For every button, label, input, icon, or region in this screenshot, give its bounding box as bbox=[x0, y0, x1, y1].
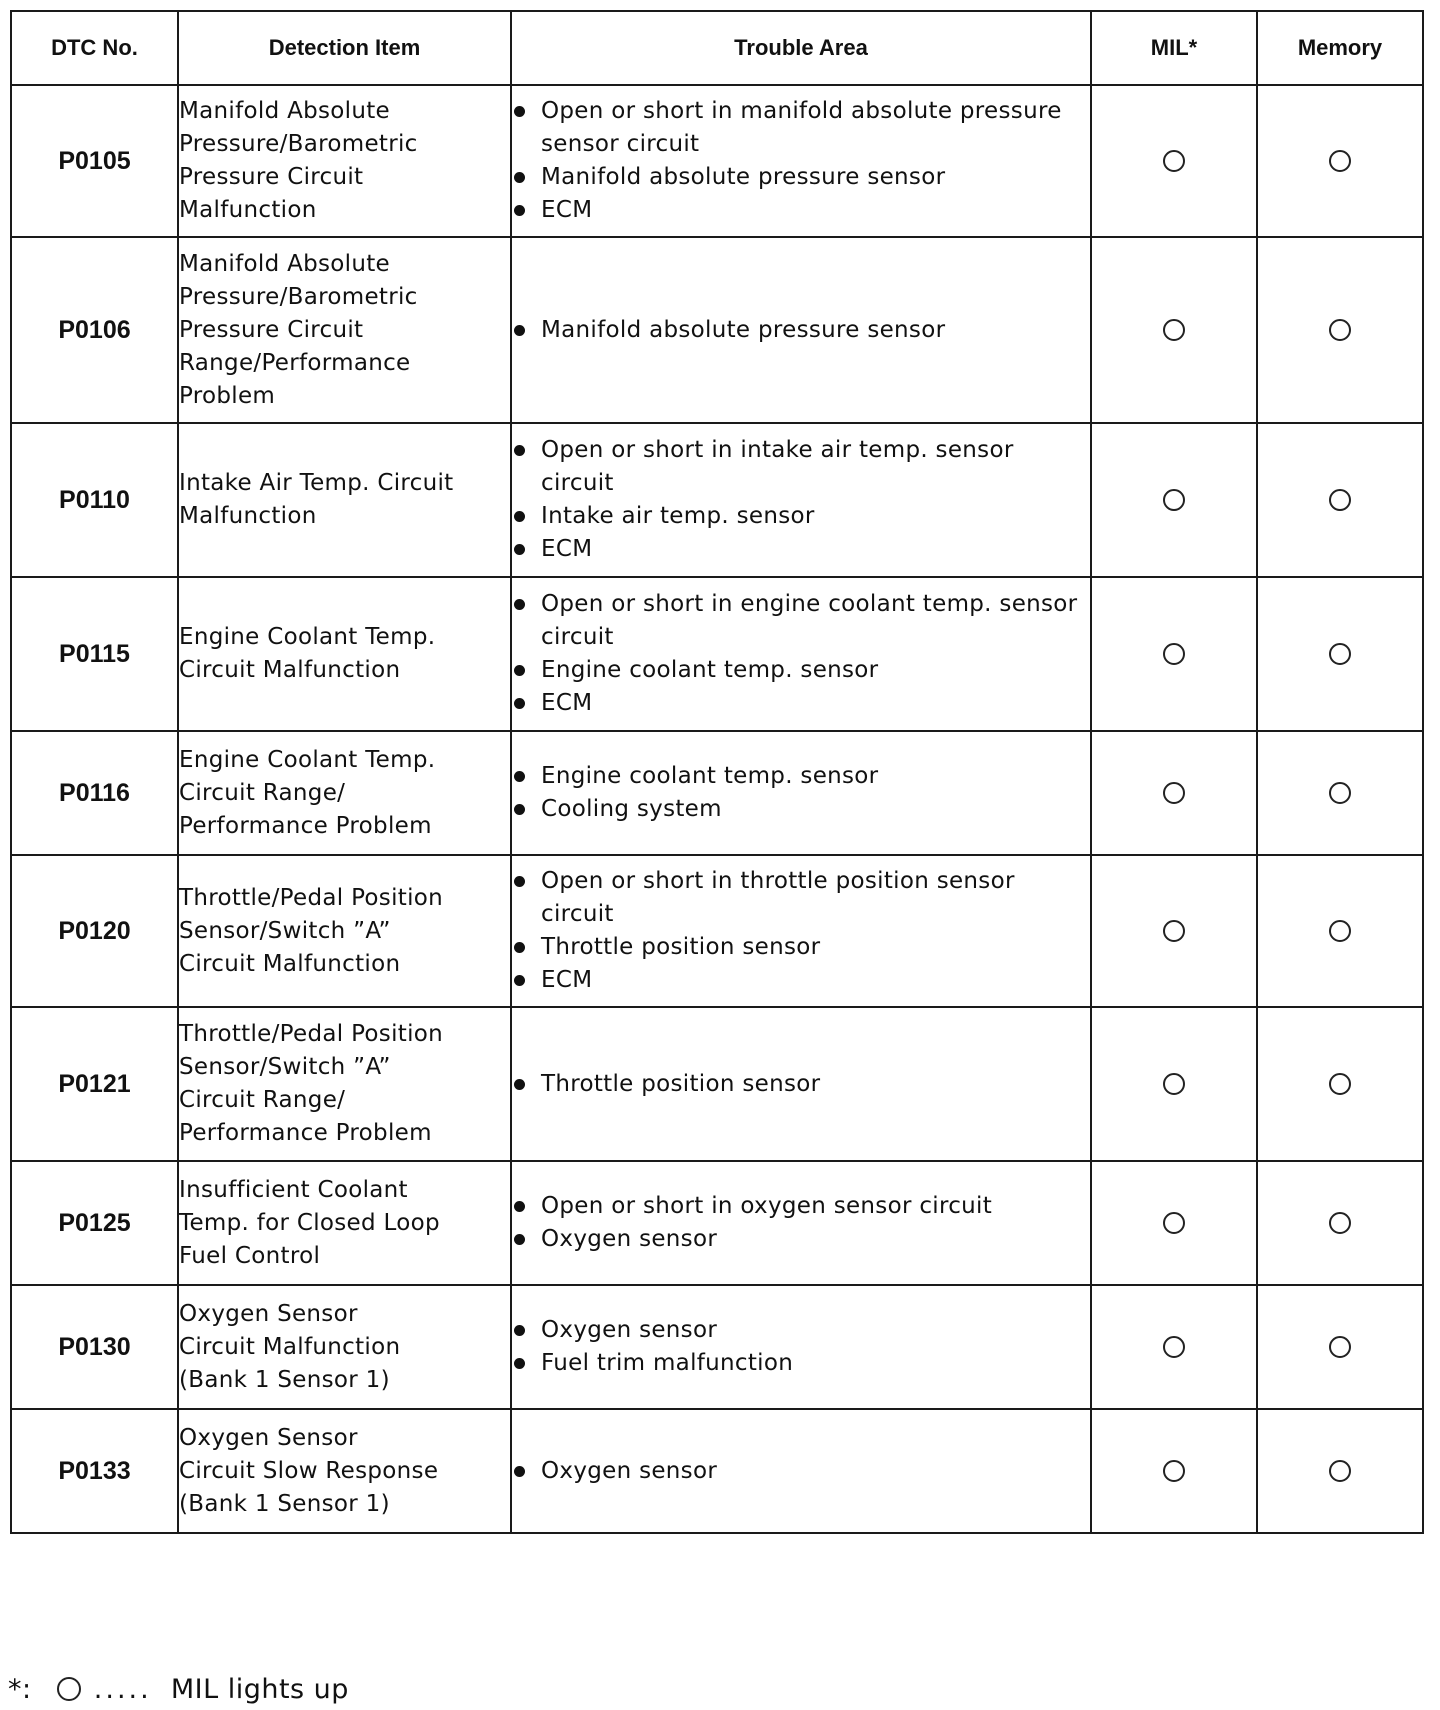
table-header-row bbox=[11, 11, 1423, 85]
detection-item-line: Pressure Circuit bbox=[179, 316, 364, 343]
detection-item-cell bbox=[178, 577, 511, 731]
dtc-table bbox=[10, 10, 1424, 1534]
trouble-area-item: Open or short in manifold absolute pressure sensor circuit bbox=[512, 95, 1090, 161]
detection-item-line: Malfunction bbox=[179, 197, 317, 223]
table-row bbox=[11, 855, 1423, 1007]
dtc-code: P0110 bbox=[11, 423, 178, 577]
detection-item-line: Circuit Malfunction bbox=[179, 657, 401, 683]
detection-item-line: Performance Problem bbox=[179, 1120, 432, 1146]
footnote bbox=[8, 1672, 349, 1708]
detection-item-line: Circuit Range/ bbox=[179, 1087, 346, 1113]
detection-item-line: Problem bbox=[179, 382, 276, 409]
memory-cell bbox=[1257, 85, 1423, 237]
detection-item-cell bbox=[178, 1409, 511, 1533]
trouble-area-list bbox=[512, 434, 1090, 566]
dtc-code: P0125 bbox=[11, 1161, 178, 1285]
trouble-area-item: Manifold absolute pressure sensor bbox=[512, 161, 1090, 194]
table-row bbox=[11, 731, 1423, 855]
table-row bbox=[11, 1007, 1423, 1161]
mil-cell bbox=[1091, 423, 1257, 577]
trouble-area-item: Open or short in oxygen sensor circuit bbox=[512, 1190, 1090, 1223]
mil-circle-icon bbox=[1163, 782, 1185, 804]
detection-item-cell bbox=[178, 731, 511, 855]
trouble-area-cell bbox=[511, 731, 1091, 855]
detection-item-cell bbox=[178, 855, 511, 1007]
detection-item-line: Sensor/Switch ”A” bbox=[179, 917, 391, 944]
trouble-area-cell bbox=[511, 855, 1091, 1007]
detection-item-line: Oxygen Sensor bbox=[179, 1424, 358, 1451]
detection-item-line: Manifold Absolute bbox=[179, 98, 390, 124]
trouble-area-cell bbox=[511, 577, 1091, 731]
dtc-code: P0106 bbox=[11, 237, 178, 423]
detection-item-line: Fuel Control bbox=[179, 1242, 321, 1269]
dtc-code: P0116 bbox=[11, 731, 178, 855]
trouble-area-list bbox=[512, 1314, 1090, 1380]
detection-item-cell bbox=[178, 423, 511, 577]
detection-item-line: Circuit Range/ bbox=[179, 779, 346, 806]
memory-circle-icon bbox=[1329, 319, 1351, 341]
trouble-area-item: Engine coolant temp. sensor bbox=[512, 760, 1090, 793]
trouble-area-cell bbox=[511, 1007, 1091, 1161]
trouble-area-item: Cooling system bbox=[512, 793, 1090, 826]
header-memory: Memory bbox=[1257, 11, 1423, 85]
memory-circle-icon bbox=[1329, 1336, 1351, 1358]
detection-item-line: Temp. for Closed Loop bbox=[179, 1209, 440, 1236]
mil-circle-icon bbox=[1163, 1460, 1185, 1482]
detection-item-line: Insufficient Coolant bbox=[179, 1176, 408, 1203]
detection-item-line: Range/Performance bbox=[179, 349, 411, 376]
memory-circle-icon bbox=[1329, 1073, 1351, 1095]
header-mil: MIL* bbox=[1091, 11, 1257, 85]
trouble-area-item: Fuel trim malfunction bbox=[512, 1347, 1090, 1380]
trouble-area-cell bbox=[511, 1409, 1091, 1533]
dtc-code: P0130 bbox=[11, 1285, 178, 1409]
table-row bbox=[11, 1409, 1423, 1533]
trouble-area-list bbox=[512, 1190, 1090, 1256]
footnote-dots: ..... bbox=[93, 1674, 152, 1705]
memory-cell bbox=[1257, 1161, 1423, 1285]
dtc-code: P0120 bbox=[11, 855, 178, 1007]
table-row bbox=[11, 1161, 1423, 1285]
trouble-area-item: Open or short in throttle position sensor circuit bbox=[512, 865, 1090, 931]
mil-circle-icon bbox=[1163, 150, 1185, 172]
trouble-area-item: Throttle position sensor bbox=[512, 931, 1090, 964]
table-row bbox=[11, 577, 1423, 731]
detection-item-line: Engine Coolant Temp. bbox=[179, 746, 436, 773]
memory-circle-icon bbox=[1329, 489, 1351, 511]
dtc-code: P0133 bbox=[11, 1409, 178, 1533]
trouble-area-item: Oxygen sensor bbox=[512, 1223, 1090, 1256]
memory-circle-icon bbox=[1329, 920, 1351, 942]
trouble-area-list bbox=[512, 1455, 1090, 1488]
memory-cell bbox=[1257, 423, 1423, 577]
detection-item-line: (Bank 1 Sensor 1) bbox=[179, 1490, 390, 1517]
mil-circle-icon bbox=[1163, 643, 1185, 665]
trouble-area-list bbox=[512, 760, 1090, 826]
detection-item-line: Performance Problem bbox=[179, 812, 432, 839]
detection-item-line: Manifold Absolute bbox=[179, 250, 390, 277]
mil-cell bbox=[1091, 85, 1257, 237]
detection-item-cell bbox=[178, 1161, 511, 1285]
detection-item-line: Throttle/Pedal Position bbox=[179, 884, 444, 911]
detection-item-line: Pressure Circuit bbox=[179, 164, 364, 190]
detection-item-line: Circuit Slow Response bbox=[179, 1457, 439, 1484]
trouble-area-item: ECM bbox=[512, 194, 1090, 227]
mil-circle-icon bbox=[1163, 1073, 1185, 1095]
mil-circle-icon bbox=[1163, 1212, 1185, 1234]
table-body bbox=[11, 85, 1423, 1533]
footnote-text: MIL lights up bbox=[170, 1674, 349, 1705]
memory-cell bbox=[1257, 1409, 1423, 1533]
dtc-code: P0115 bbox=[11, 577, 178, 731]
trouble-area-item: Oxygen sensor bbox=[512, 1455, 1090, 1488]
detection-item-line: Engine Coolant Temp. bbox=[179, 624, 436, 650]
detection-item-line: Malfunction bbox=[179, 503, 317, 529]
mil-cell bbox=[1091, 1285, 1257, 1409]
trouble-area-list bbox=[512, 588, 1090, 720]
detection-item-line: Oxygen Sensor bbox=[179, 1300, 358, 1327]
trouble-area-list bbox=[512, 314, 1090, 347]
mil-circle-icon bbox=[1163, 1336, 1185, 1358]
trouble-area-cell bbox=[511, 423, 1091, 577]
trouble-area-item: Engine coolant temp. sensor bbox=[512, 654, 1090, 687]
trouble-area-list bbox=[512, 95, 1090, 227]
mil-cell bbox=[1091, 237, 1257, 423]
trouble-area-item: ECM bbox=[512, 533, 1090, 566]
detection-item-line: Sensor/Switch ”A” bbox=[179, 1054, 391, 1080]
detection-item-line: Intake Air Temp. Circuit bbox=[179, 470, 454, 496]
detection-item-cell bbox=[178, 1007, 511, 1161]
memory-circle-icon bbox=[1329, 643, 1351, 665]
mil-cell bbox=[1091, 1161, 1257, 1285]
detection-item-line: Pressure/Barometric bbox=[179, 283, 418, 310]
detection-item-cell bbox=[178, 85, 511, 237]
trouble-area-item: Open or short in engine coolant temp. sensor circuit bbox=[512, 588, 1090, 654]
detection-item-line: Throttle/Pedal Position bbox=[179, 1021, 444, 1047]
header-detection-item: Detection Item bbox=[178, 11, 511, 85]
mil-circle-icon bbox=[1163, 319, 1185, 341]
memory-circle-icon bbox=[1329, 782, 1351, 804]
trouble-area-cell bbox=[511, 1161, 1091, 1285]
mil-cell bbox=[1091, 855, 1257, 1007]
detection-item-line: (Bank 1 Sensor 1) bbox=[179, 1366, 390, 1393]
dtc-code: P0105 bbox=[11, 85, 178, 237]
trouble-area-item: ECM bbox=[512, 964, 1090, 997]
memory-cell bbox=[1257, 577, 1423, 731]
table-row bbox=[11, 423, 1423, 577]
detection-item-line: Circuit Malfunction bbox=[179, 950, 401, 977]
trouble-area-item: Intake air temp. sensor bbox=[512, 500, 1090, 533]
trouble-area-item: ECM bbox=[512, 687, 1090, 720]
table-row bbox=[11, 85, 1423, 237]
table-row bbox=[11, 237, 1423, 423]
memory-cell bbox=[1257, 237, 1423, 423]
footnote-marker: *: bbox=[8, 1674, 32, 1705]
trouble-area-item: Open or short in intake air temp. sensor circuit bbox=[512, 434, 1090, 500]
header-trouble-area: Trouble Area bbox=[511, 11, 1091, 85]
mil-cell bbox=[1091, 731, 1257, 855]
detection-item-line: Pressure/Barometric bbox=[179, 131, 418, 157]
mil-cell bbox=[1091, 1409, 1257, 1533]
detection-item-cell bbox=[178, 237, 511, 423]
table-row bbox=[11, 1285, 1423, 1409]
trouble-area-cell bbox=[511, 237, 1091, 423]
dtc-code: P0121 bbox=[11, 1007, 178, 1161]
trouble-area-item: Oxygen sensor bbox=[512, 1314, 1090, 1347]
detection-item-line: Circuit Malfunction bbox=[179, 1333, 401, 1360]
mil-circle-icon bbox=[1163, 920, 1185, 942]
memory-cell bbox=[1257, 855, 1423, 1007]
mil-cell bbox=[1091, 577, 1257, 731]
memory-cell bbox=[1257, 731, 1423, 855]
trouble-area-item: Throttle position sensor bbox=[512, 1068, 1090, 1101]
trouble-area-cell bbox=[511, 1285, 1091, 1409]
memory-circle-icon bbox=[1329, 1460, 1351, 1482]
memory-cell bbox=[1257, 1285, 1423, 1409]
mil-cell bbox=[1091, 1007, 1257, 1161]
memory-circle-icon bbox=[1329, 1212, 1351, 1234]
trouble-area-list bbox=[512, 865, 1090, 997]
trouble-area-item: Manifold absolute pressure sensor bbox=[512, 314, 1090, 347]
detection-item-cell bbox=[178, 1285, 511, 1409]
mil-circle-icon bbox=[1163, 489, 1185, 511]
memory-circle-icon bbox=[1329, 150, 1351, 172]
trouble-area-cell bbox=[511, 85, 1091, 237]
header-dtc-no: DTC No. bbox=[11, 11, 178, 85]
circle-symbol-icon bbox=[57, 1677, 81, 1701]
memory-cell bbox=[1257, 1007, 1423, 1161]
trouble-area-list bbox=[512, 1068, 1090, 1101]
